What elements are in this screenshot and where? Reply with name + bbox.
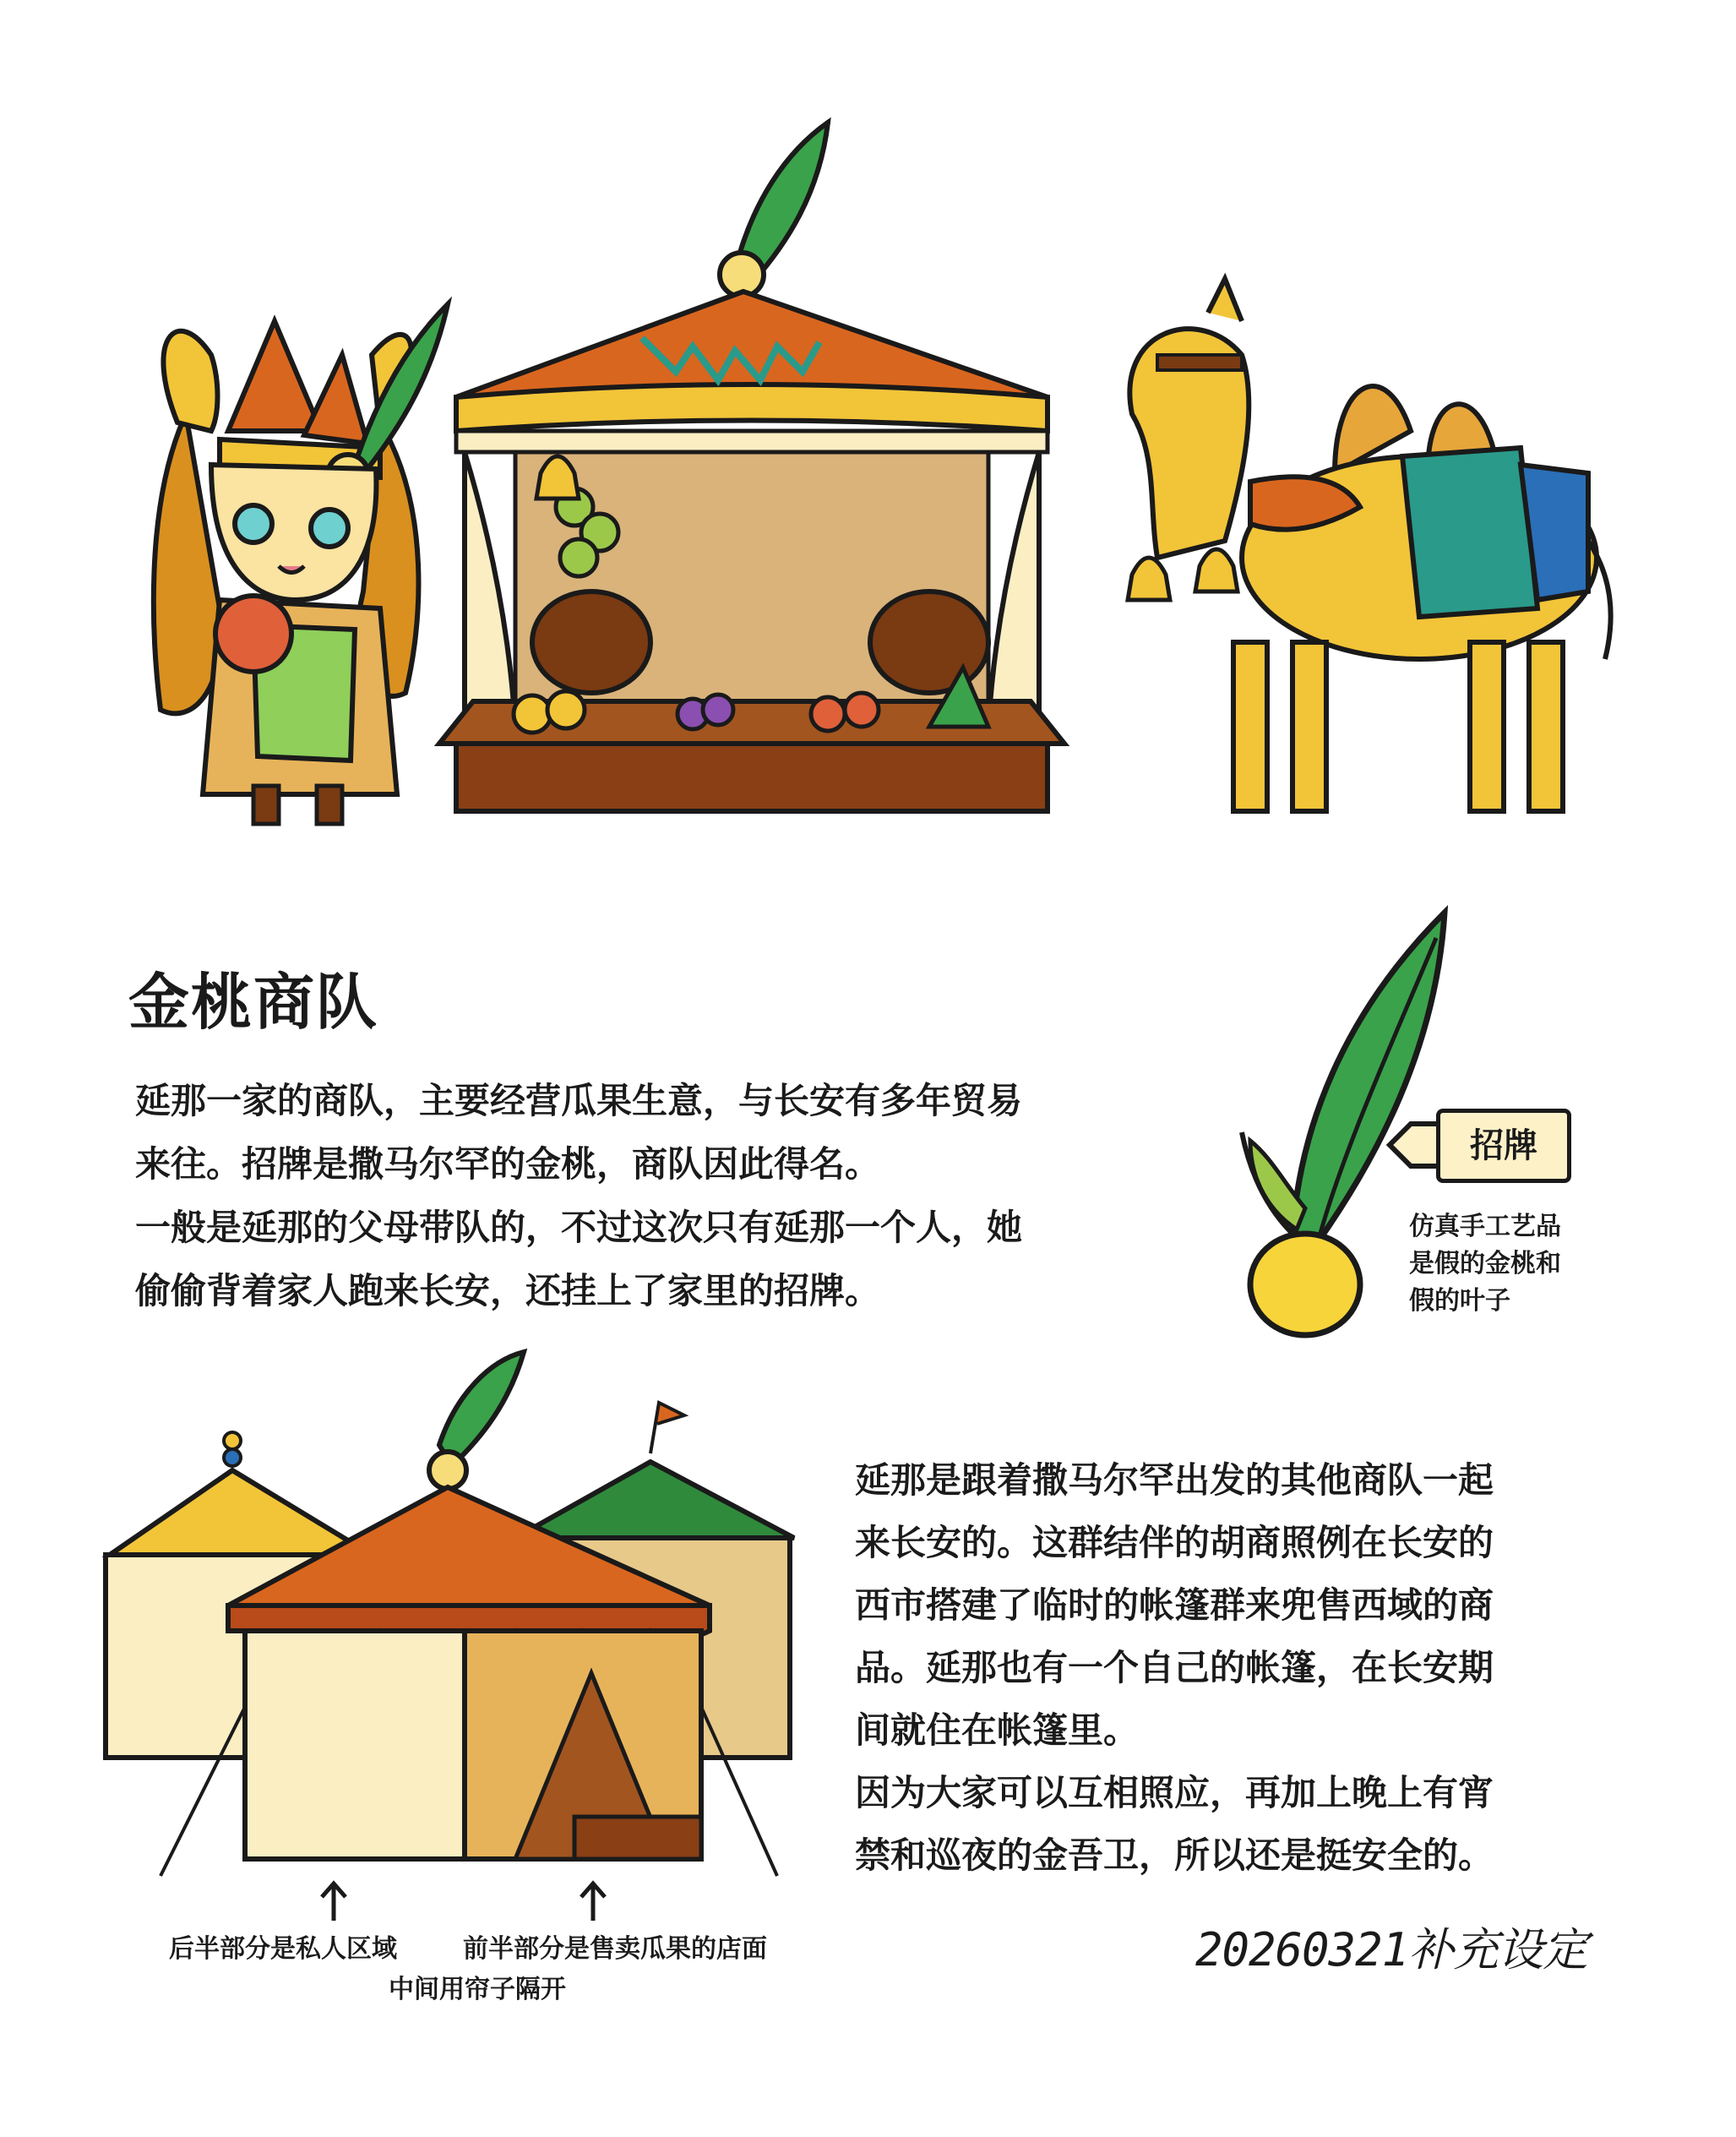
tent-paragraph xyxy=(855,1449,1615,1887)
tent-front-note: 前半部分是售卖瓜果的店面 xyxy=(463,1934,767,1964)
fruit-stall-illustration xyxy=(439,118,1064,837)
camel-illustration xyxy=(1081,287,1622,845)
tent-line: 因为大家可以互相照应，再加上晚上有宵 xyxy=(855,1772,1494,1813)
arrow-up-icon xyxy=(317,1880,351,1922)
tent-curtain-note: 中间用帘子隔开 xyxy=(389,1975,566,2004)
tent-back-note: 后半部分是私人区域 xyxy=(169,1934,397,1964)
intro-line: 延那一家的商队，主要经营瓜果生意，与长安有多年贸易 xyxy=(135,1080,1023,1121)
tent-line: 西市搭建了临时的帐篷群来兜售西域的商 xyxy=(855,1584,1494,1626)
sign-note-line: 仿真手工艺品 xyxy=(1409,1212,1561,1241)
yanna-character-illustration xyxy=(127,287,465,828)
tent-line: 延那是跟着撒马尔罕出发的其他商队一起 xyxy=(855,1459,1494,1501)
sign-label: 招牌 xyxy=(1436,1109,1571,1183)
intro-line: 一般是延那的父母带队的，不过这次只有延那一个人，她 xyxy=(135,1207,1023,1248)
sign-note-line: 假的叶子 xyxy=(1409,1286,1510,1316)
intro-line: 来往。招牌是撒马尔罕的金桃，商队因此得名。 xyxy=(135,1143,881,1185)
signature-date: 20260321补充设定 xyxy=(1195,1923,1588,1976)
sign-note xyxy=(1409,1208,1612,1320)
tent-line: 来长安的。这群结伴的胡商照例在长安的 xyxy=(855,1522,1494,1563)
tent-line: 品。延那也有一个自己的帐篷，在长安期 xyxy=(855,1647,1494,1688)
tent-cluster-illustration xyxy=(93,1352,828,1893)
intro-line: 偷偷背着家人跑来长安，还挂上了家里的招牌。 xyxy=(135,1270,881,1311)
intro-paragraph xyxy=(135,1069,1183,1322)
page-title: 金桃商队 xyxy=(128,967,379,1038)
tent-line: 间就住在帐篷里。 xyxy=(855,1709,1140,1751)
arrow-up-icon xyxy=(576,1880,610,1922)
tent-line: 禁和巡夜的金吾卫，所以还是挺安全的。 xyxy=(855,1834,1494,1876)
sign-note-line: 是假的金桃和 xyxy=(1409,1249,1561,1278)
